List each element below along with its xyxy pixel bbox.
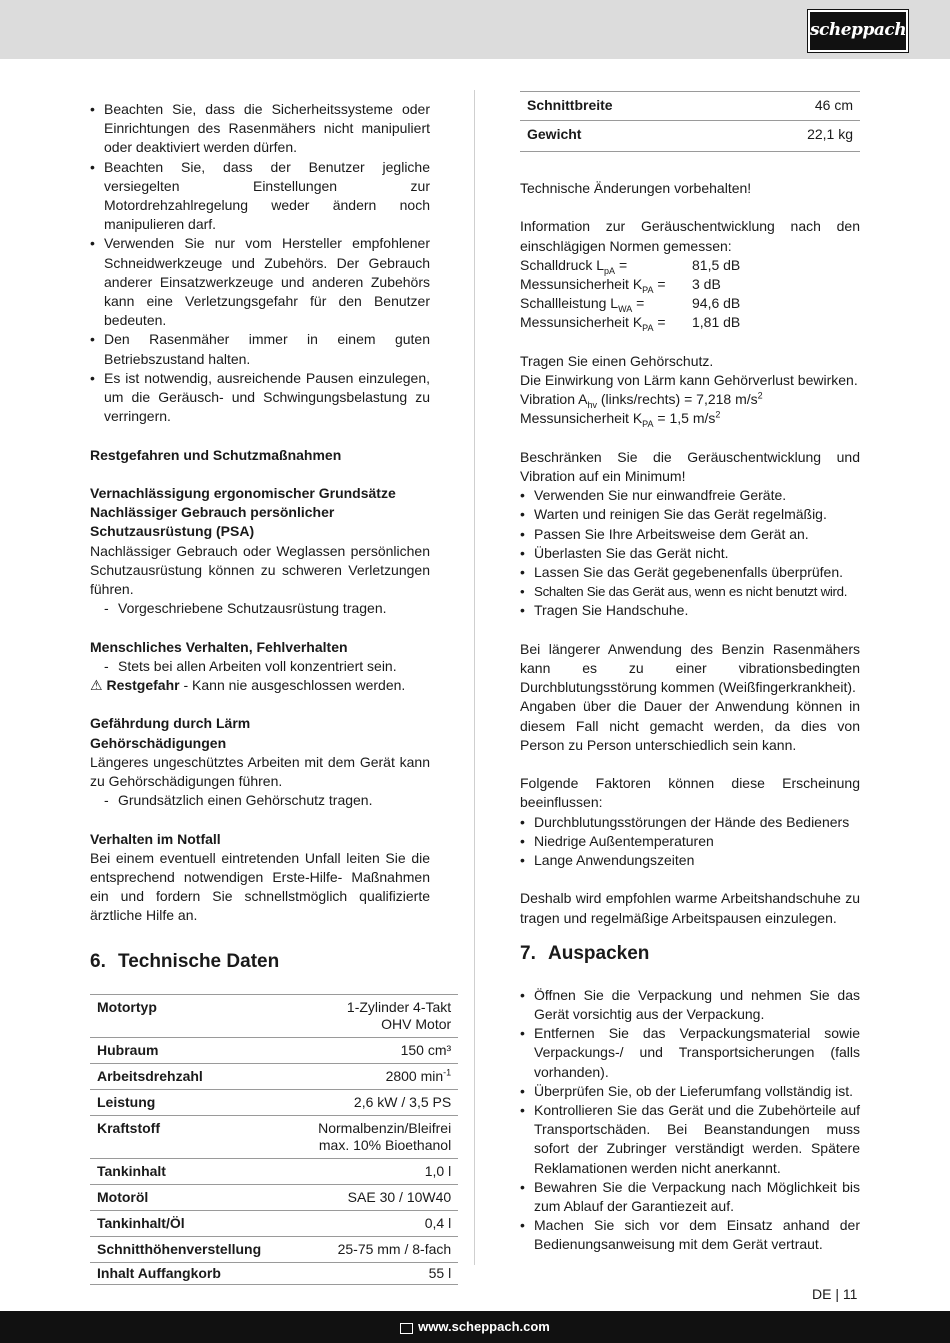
list-item: • Beachten Sie, dass die Sicherheitssysteme oder Einrichtungen des Rasenmähers nicht manipuliert oder deaktiviert werden dürfen. bbox=[90, 100, 430, 158]
unpack-bullet-list bbox=[520, 986, 860, 1255]
table-row: Hubraum 150 cm³ bbox=[90, 1037, 458, 1063]
table-row: Tankinhalt/Öl 0,4 l bbox=[90, 1210, 458, 1236]
table-row: Kraftstoff Normalbenzin/Bleifrei max. 10% Bioethanol bbox=[90, 1115, 458, 1158]
subsection-heading: Gefährdung durch Lärm bbox=[90, 715, 251, 732]
list-item: • Überlasten Sie das Gerät nicht. bbox=[520, 544, 860, 563]
paragraph: Die Einwirkung von Lärm kann Gehörverlust bewirken. bbox=[520, 372, 858, 388]
safety-bullet-list bbox=[90, 100, 430, 426]
list-item: • Lange Anwendungszeiten bbox=[520, 851, 860, 870]
paragraph: Technische Änderungen vorbehalten! bbox=[520, 180, 752, 196]
right-column bbox=[520, 91, 860, 1255]
list-item: • Lassen Sie das Gerät gegebenenfalls überprüfen. bbox=[520, 563, 860, 582]
left-column bbox=[90, 100, 452, 1285]
paragraph: Bei längerer Anwendung des Benzin Rasenmähers kann es zu einer vibrationsbedingten Durchblutungsstörung kommen (Weißfingerkrankheit). bbox=[520, 640, 860, 696]
list-item: • Den Rasenmäher immer in einem guten Betriebszustand halten. bbox=[90, 330, 430, 368]
dash-item: - Vorgeschriebene Schutzausrüstung tragen. bbox=[104, 600, 387, 617]
page-number: DE | 11 bbox=[812, 1286, 858, 1302]
list-item: • Niedrige Außentemperaturen bbox=[520, 832, 860, 851]
table-row: Schallleistung $L_{WA}$ = 94,6 dB bbox=[520, 295, 741, 314]
section-title: 7. Auspacken bbox=[520, 942, 650, 964]
warning-icon: ⚠ bbox=[90, 677, 103, 694]
table-row: Gewicht 22,1 kg bbox=[520, 121, 860, 152]
table-row: Leistung 2,6 kW / 3,5 PS bbox=[90, 1089, 458, 1115]
paragraph: Tragen Sie einen Gehörschutz. bbox=[520, 352, 714, 369]
list-item: • Entfernen Sie das Verpackungsmaterial sowie Verpackungs-/ und Transportsicherungen (falls vorhanden). bbox=[520, 1024, 860, 1082]
column-divider bbox=[474, 90, 475, 1265]
paragraph: Bei einem eventuell eintretenden Unfall leiten Sie die entsprechend notwendigen Erste-Hilfe- Maßnahmen ein und fordern Sie schnellstmöglich qualifizierte ärztliche Hilfe an. bbox=[90, 849, 430, 924]
website-link[interactable]: www.scheppach.com bbox=[418, 1319, 550, 1335]
list-item: • Machen Sie sich vor dem Einsatz anhand der Bedienungsanweisung mit dem Gerät vertraut. bbox=[520, 1216, 860, 1254]
list-item: • Schalten Sie das Gerät aus, wenn es nicht benutzt wird. bbox=[520, 582, 860, 601]
table-row: Messunsicherheit $K_{PA}$ = 3 dB bbox=[520, 276, 721, 295]
table-row: Messunsicherheit $K_{PA}$ = 1,81 dB bbox=[520, 314, 741, 334]
table-row: Motortyp 1-Zylinder 4-Takt OHV Motor bbox=[90, 994, 458, 1037]
table-row: Inhalt Auffangkorb 55 l bbox=[90, 1262, 458, 1284]
subsection-heading: Vernachlässigung ergonomischer Grundsätze bbox=[90, 485, 396, 502]
table-row: Schalldruck $L_{pA}$ = 81,5 dB bbox=[520, 256, 741, 276]
paragraph: Längeres ungeschütztes Arbeiten mit dem Gerät kann zu Gehörschädigungen führen. bbox=[90, 753, 430, 790]
brand-logo: scheppach bbox=[808, 10, 908, 52]
list-item: • Verwenden Sie nur einwandfreie Geräte. bbox=[520, 486, 860, 505]
monitor-icon bbox=[400, 1323, 413, 1334]
footer-bar bbox=[0, 1311, 950, 1343]
paragraph: Folgende Faktoren können diese Erscheinung beeinflussen: bbox=[520, 775, 860, 811]
subsection-heading: Verhalten im Notfall bbox=[90, 830, 221, 847]
vibration-value: Vibration $A_{hv}$ (links/rechts) = 7,218 $m/s^2$ bbox=[520, 390, 763, 410]
list-item: • Es ist notwendig, ausreichende Pausen einzulegen, um die Geräusch- und Schwingungsbelastung zu verringern. bbox=[90, 369, 430, 427]
dash-item: - Grundsätzlich einen Gehörschutz tragen. bbox=[104, 792, 373, 809]
list-item: • Passen Sie Ihre Arbeitsweise dem Gerät an. bbox=[520, 525, 860, 544]
table-row: Schnittbreite 46 cm bbox=[520, 92, 860, 121]
list-item: • Bewahren Sie die Verpackung nach Möglichkeit bis zum Ablauf der Garantiezeit auf. bbox=[520, 1178, 860, 1216]
subsection-heading: Gehörschädigungen bbox=[90, 734, 227, 751]
list-item: • Öffnen Sie die Verpackung und nehmen Sie das Gerät vorsichtig aus der Verpackung. bbox=[520, 986, 860, 1024]
paragraph: Angaben über die Dauer der Anwendung können in diesem Fall nicht gemacht werden, da dies von Person zu Person unterschiedlich sein kann. bbox=[520, 698, 860, 753]
list-item: • Kontrollieren Sie das Gerät und die Zubehörteile auf Transportschäden. Bei Beanstandungen muss sofort der Zubringer verständigt werden. Spätere Reklamationen werden nicht anerkannt. bbox=[520, 1101, 860, 1178]
section-title: 6. Technische Daten bbox=[90, 950, 280, 972]
list-item: • Beachten Sie, dass der Benutzer jegliche versiegelten Einstellungen zur Motordrehzahlregelung weder ändern noch manipulieren darf. bbox=[90, 158, 430, 235]
vibration-uncertainty: Messunsicherheit $K_{PA} = 1,5$ $m/s^2$ bbox=[520, 409, 721, 430]
list-item: • Verwenden Sie nur vom Hersteller empfohlener Schneidwerkzeuge und Zubehörs. Der Gebrauch anderer Einsatzwerkzeuge und anderen Zubehörs kann eine Verletzungsgefahr für den Benutzer bedeuten. bbox=[90, 234, 430, 330]
subsection-heading: Nachlässiger Gebrauch persönlicher Schutzausrüstung (PSA) bbox=[90, 504, 335, 540]
list-item: • Durchblutungsstörungen der Hände des Bedieners bbox=[520, 813, 860, 832]
list-item: • Tragen Sie Handschuhe. bbox=[520, 601, 860, 620]
paragraph: Information zur Geräuschentwicklung nach den einschlägigen Normen gemessen: bbox=[520, 218, 860, 254]
reduce-bullet-list bbox=[520, 486, 860, 620]
residual-risk-note: ⚠ Restgefahr - Kann nie ausgeschlossen werden. bbox=[90, 677, 406, 694]
table-row: Tankinhalt 1,0 l bbox=[90, 1158, 458, 1184]
table-row: Arbeitsdrehzahl 2800 $\min^{-1}$ bbox=[90, 1063, 458, 1089]
paragraph: Nachlässiger Gebrauch oder Weglassen persönlichen Schutzausrüstung können zu schweren Verletzungen führen. bbox=[90, 542, 430, 598]
list-item: • Überprüfen Sie, ob der Lieferumfang vollständig ist. bbox=[520, 1082, 860, 1101]
factors-bullet-list bbox=[520, 813, 860, 871]
list-item: • Warten und reinigen Sie das Gerät regelmäßig. bbox=[520, 505, 860, 524]
section-heading: Restgefahren und Schutzmaßnahmen bbox=[90, 446, 342, 463]
table-row: Motoröl SAE 30 / 10W40 bbox=[90, 1184, 458, 1210]
dash-item: - Stets bei allen Arbeiten voll konzentriert sein. bbox=[104, 657, 397, 674]
spec-table-continued bbox=[520, 91, 860, 152]
subsection-heading: Menschliches Verhalten, Fehlverhalten bbox=[90, 638, 348, 655]
noise-measurements bbox=[520, 256, 740, 333]
spec-table bbox=[90, 994, 458, 1285]
table-row: Schnitthöhenverstellung 25-75 mm / 8-fach bbox=[90, 1236, 458, 1262]
paragraph: Beschränken Sie die Geräuschentwicklung und Vibration auf ein Minimum! bbox=[520, 448, 860, 484]
paragraph: Deshalb wird empfohlen warme Arbeitshandschuhe zu tragen und regelmäßige Arbeitspausen einzulegen. bbox=[520, 890, 860, 926]
